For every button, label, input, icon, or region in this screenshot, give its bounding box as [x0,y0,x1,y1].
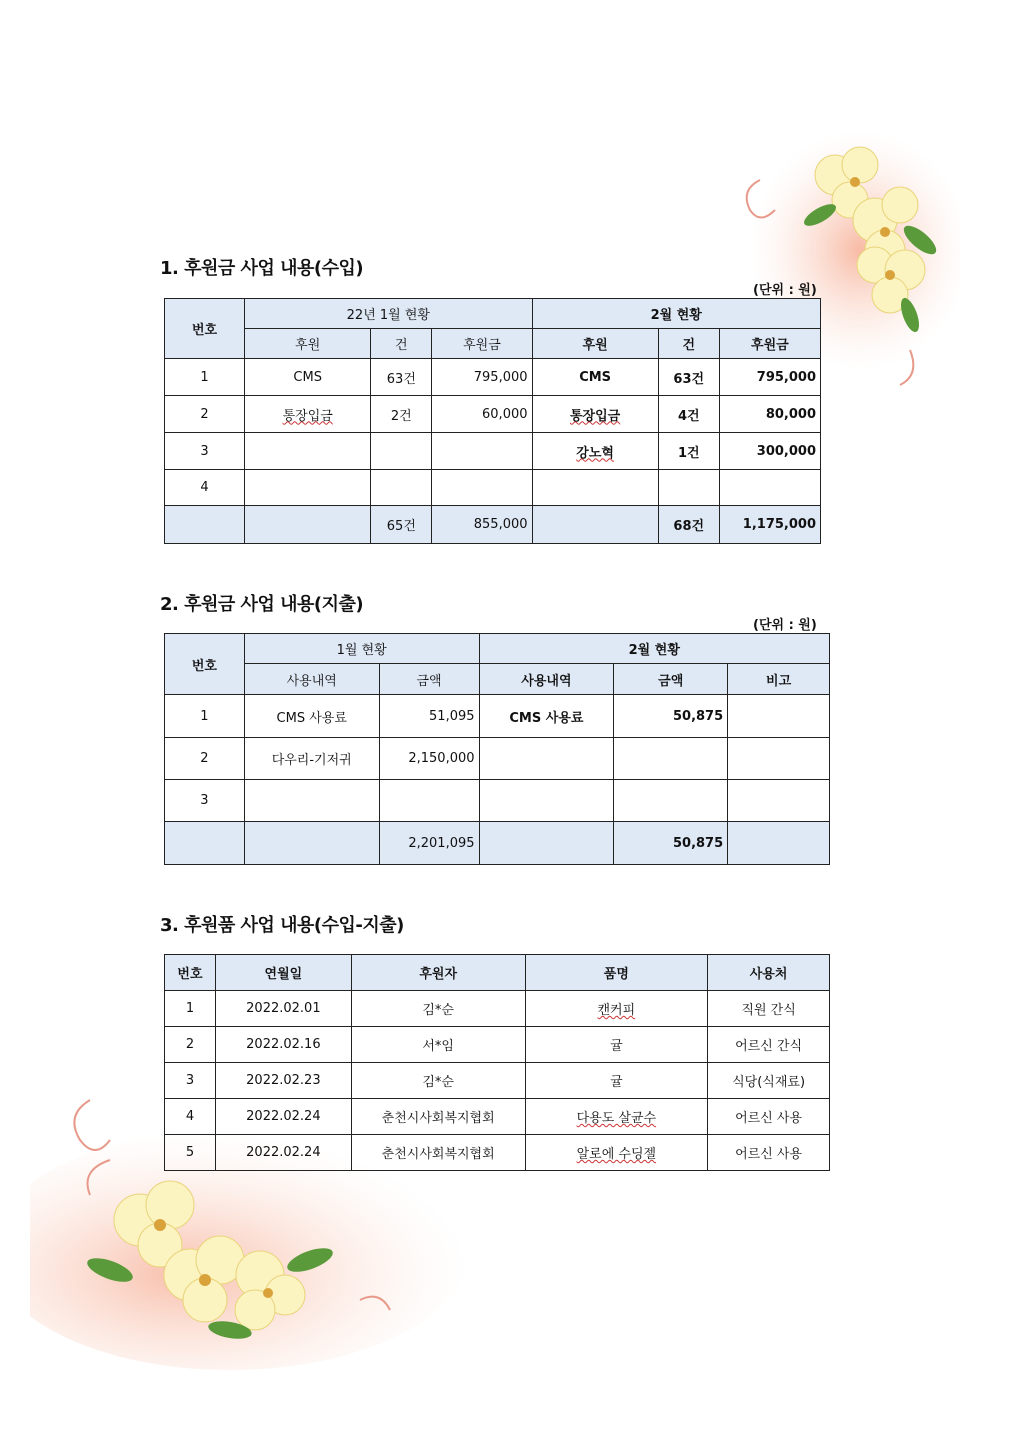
subheader-cell: 후원 [245,329,371,359]
cell-amount [719,470,820,506]
cell-no: 2 [165,1027,216,1063]
table-row [165,1099,830,1135]
cell-no: 5 [165,1135,216,1171]
cell-amount [379,780,479,822]
cell-amount: 50,875 [614,695,728,738]
cell-item: 귤 [525,1027,708,1063]
cell-item: 다용도 살균수 [525,1099,708,1135]
total-amount: 1,175,000 [719,506,820,544]
cell-no: 3 [165,433,245,470]
header-february: 2월 현황 [479,634,829,664]
subheader-cell: 건 [658,329,719,359]
cell-source [245,433,371,470]
header-no: 번호 [165,299,245,359]
cell-amount: 300,000 [719,433,820,470]
section2-unit: (단위 : 원) [753,618,817,633]
cell-count: 63건 [371,359,432,396]
cell-count: 1건 [658,433,719,470]
cell-no: 3 [165,1063,216,1099]
cell-date: 2022.02.24 [215,1099,351,1135]
section2-title: 2. 후원금 사업 내용(지출) [160,594,364,615]
cell-no: 3 [165,780,245,822]
subheader-cell: 후원금 [719,329,820,359]
section3-title: 3. 후원품 사업 내용(수입-지출) [160,915,404,936]
table-row [165,396,821,433]
header-january: 22년 1월 현황 [245,299,532,329]
cell-usage: 다우리-기저귀 [244,738,379,780]
section1-title: 1. 후원금 사업 내용(수입) [160,258,364,279]
header-cell: 연월일 [215,955,351,991]
cell-item: 귤 [525,1063,708,1099]
cell-use: 어르신 사용 [708,1099,830,1135]
cell-no: 1 [165,991,216,1027]
table-row [165,470,821,506]
cell-no: 2 [165,738,245,780]
cell-source: 강노혁 [532,433,658,470]
subheader-cell: 비고 [728,664,830,695]
cell-usage: CMS 사용료 [479,695,614,738]
donation-goods-table [164,954,830,1171]
total-count: 65건 [371,506,432,544]
header-cell: 사용처 [708,955,830,991]
cell-count: 63건 [658,359,719,396]
total-cell [165,506,245,544]
cell-use: 어르신 간식 [708,1027,830,1063]
table-row [165,738,830,780]
cell-donor: 춘천시사회복지협회 [351,1099,525,1135]
cell-no: 1 [165,695,245,738]
cell-source [532,470,658,506]
header-cell: 후원자 [351,955,525,991]
cell-amount [432,433,532,470]
cell-count [371,433,432,470]
table-row [165,991,830,1027]
table-row [165,695,830,738]
cell-source: 통장입금 [532,396,658,433]
total-cell [728,822,830,865]
cell-date: 2022.02.23 [215,1063,351,1099]
cell-amount: 60,000 [432,396,532,433]
total-amount: 50,875 [614,822,728,865]
cell-amount [614,738,728,780]
cell-usage [479,738,614,780]
table-row [165,1063,830,1099]
cell-count: 2건 [371,396,432,433]
cell-donor: 김*순 [351,1063,525,1099]
cell-count [371,470,432,506]
cell-item: 알로에 수딩젤 [525,1135,708,1171]
table-row [165,1027,830,1063]
cell-source: CMS [532,359,658,396]
cell-use: 식당(식재료) [708,1063,830,1099]
header-january: 1월 현황 [244,634,479,664]
subheader-cell: 후원 [532,329,658,359]
total-cell [245,506,371,544]
cell-usage: CMS 사용료 [244,695,379,738]
cell-amount: 795,000 [432,359,532,396]
subheader-cell: 사용내역 [479,664,614,695]
subheader-cell: 후원금 [432,329,532,359]
total-cell [479,822,614,865]
cell-amount: 80,000 [719,396,820,433]
cell-use: 어르신 사용 [708,1135,830,1171]
cell-date: 2022.02.01 [215,991,351,1027]
cell-use: 직원 간식 [708,991,830,1027]
header-no: 번호 [165,634,245,695]
cell-item: 캔커피 [525,991,708,1027]
cell-source [245,470,371,506]
subheader-cell: 금액 [614,664,728,695]
total-amount: 2,201,095 [379,822,479,865]
cell-amount: 51,095 [379,695,479,738]
cell-amount: 795,000 [719,359,820,396]
cell-usage [479,780,614,822]
total-cell [244,822,379,865]
cell-no: 2 [165,396,245,433]
cell-no: 1 [165,359,245,396]
income-table [164,298,821,544]
section1-unit: (단위 : 원) [753,283,817,298]
cell-no: 4 [165,1099,216,1135]
total-cell [532,506,658,544]
cell-date: 2022.02.16 [215,1027,351,1063]
table-row [165,1135,830,1171]
subheader-cell: 건 [371,329,432,359]
header-february: 2월 현황 [532,299,820,329]
cell-amount: 2,150,000 [379,738,479,780]
header-cell: 번호 [165,955,216,991]
subheader-cell: 금액 [379,664,479,695]
cell-donor: 서*임 [351,1027,525,1063]
cell-usage [244,780,379,822]
cell-source: 통장입금 [245,396,371,433]
cell-date: 2022.02.24 [215,1135,351,1171]
table-row [165,359,821,396]
table-row [165,433,821,470]
cell-note [728,738,830,780]
total-cell [165,822,245,865]
table-row [165,780,830,822]
cell-amount [614,780,728,822]
total-row [165,822,830,865]
total-amount: 855,000 [432,506,532,544]
cell-note [728,780,830,822]
total-count: 68건 [658,506,719,544]
total-row [165,506,821,544]
cell-no: 4 [165,470,245,506]
cell-count [658,470,719,506]
cell-source: CMS [245,359,371,396]
cell-count: 4건 [658,396,719,433]
cell-note [728,695,830,738]
cell-donor: 춘천시사회복지협회 [351,1135,525,1171]
subheader-cell: 사용내역 [244,664,379,695]
header-cell: 품명 [525,955,708,991]
expense-table [164,633,830,865]
cell-amount [432,470,532,506]
cell-donor: 김*순 [351,991,525,1027]
